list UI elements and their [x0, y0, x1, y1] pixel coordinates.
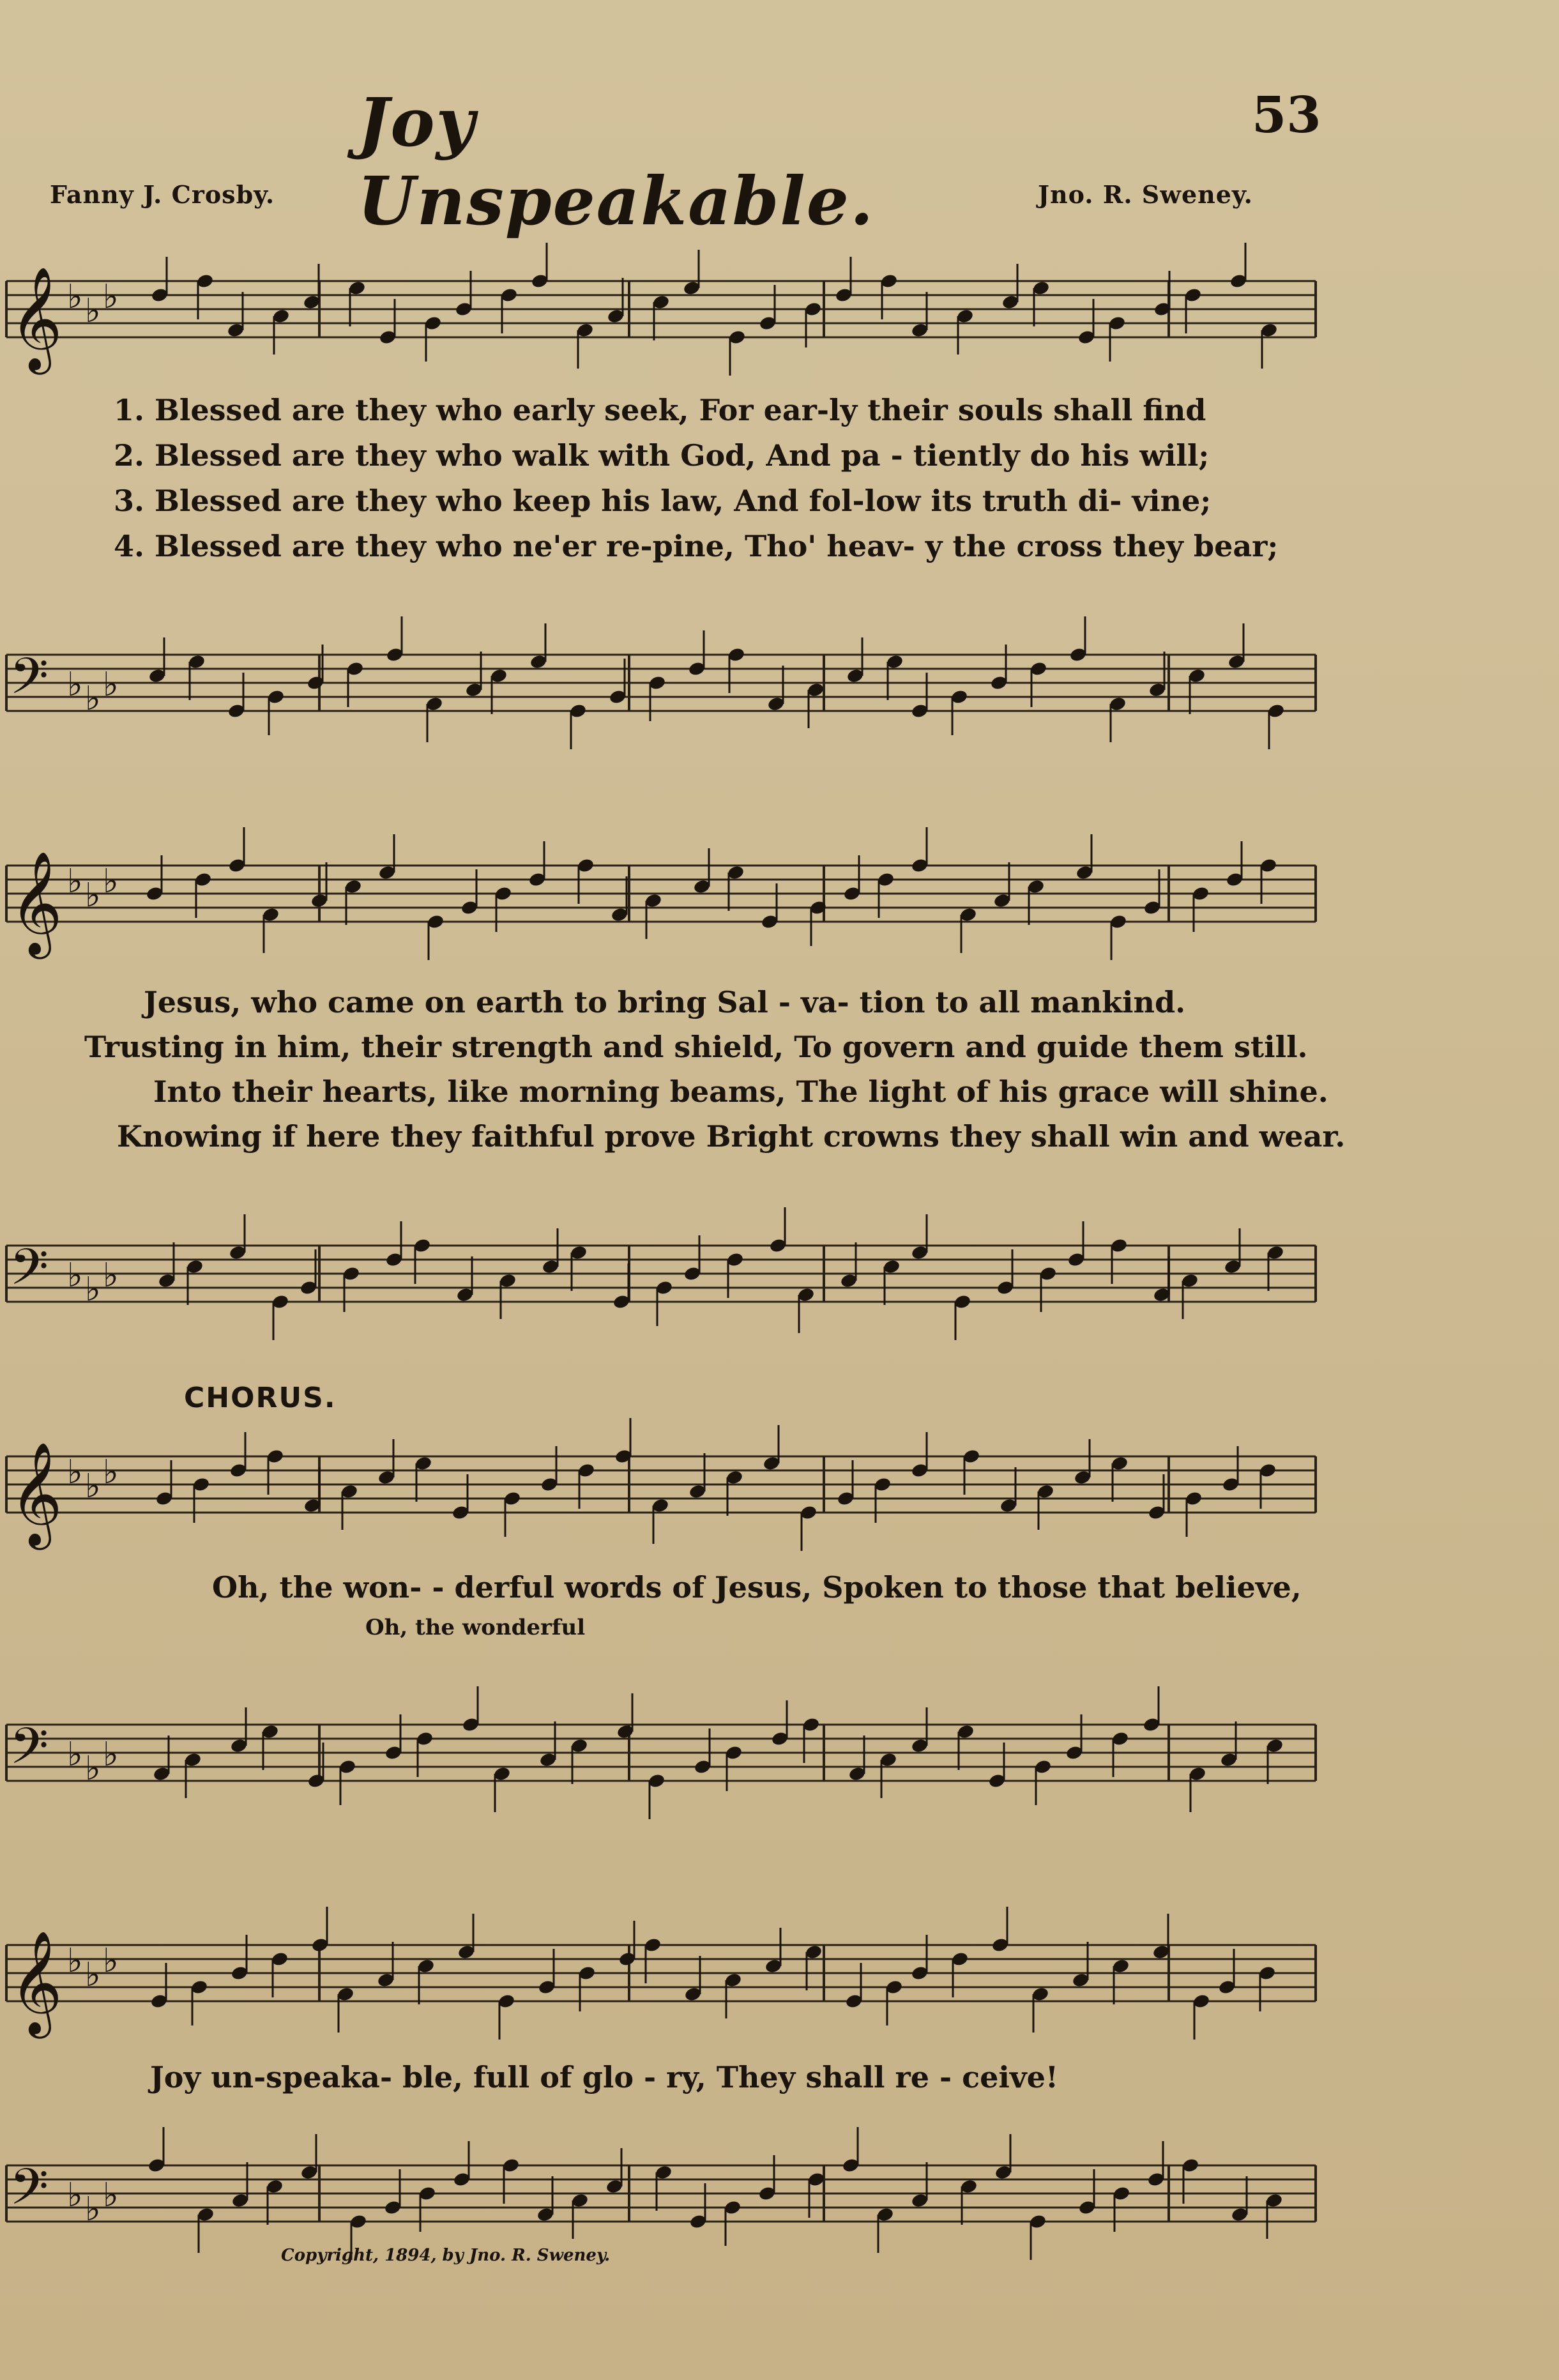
chorus-label: CHORUS.: [184, 1382, 337, 1414]
copyright-notice: Copyright, 1894, by Jno. R. Sweney.: [281, 2246, 611, 2265]
verse2-line2: Trusting in him, their strength and shield, To govern and guide them still.: [84, 1030, 1308, 1064]
svg-text:♭: ♭: [103, 1942, 119, 1980]
staff-chorus1-treble: [0, 1431, 1328, 1546]
svg-text:𝄞: 𝄞: [10, 266, 63, 370]
svg-text:♭: ♭: [67, 278, 83, 316]
svg-text:♭: ♭: [103, 1453, 119, 1491]
staff-system2-treble: [0, 840, 1328, 955]
verse4-line1: 4. Blessed are they who ne'er re-pine, Tho' heav- y the cross they bear;: [114, 529, 1279, 563]
svg-text:♭: ♭: [67, 862, 83, 901]
svg-text:♭: ♭: [103, 666, 119, 704]
svg-text:♭: ♭: [103, 278, 119, 316]
svg-text:♭: ♭: [67, 2176, 83, 2215]
verse1-line1: 1. Blessed are they who early seek, For ear-ly their souls shall find: [114, 393, 1206, 427]
svg-text:♭: ♭: [85, 1750, 101, 1788]
staff-system1-bass: [0, 629, 1328, 744]
page-number: 53: [1252, 86, 1321, 144]
verse3-line1: 3. Blessed are they who keep his law, And fol-low its truth di- vine;: [114, 484, 1212, 518]
svg-text:𝄞: 𝄞: [10, 1442, 63, 1546]
svg-text:♭: ♭: [103, 1256, 119, 1295]
svg-text:𝄢: 𝄢: [10, 1239, 49, 1309]
chorus-echo-text: Oh, the wonderful: [365, 1615, 586, 1640]
svg-text:♭: ♭: [103, 862, 119, 901]
svg-text:♭: ♭: [67, 1453, 83, 1491]
chorus-line2: Joy un-speaka- ble, full of glo - ry, They shall re - ceive!: [150, 2060, 1059, 2094]
svg-text:𝄢: 𝄢: [10, 648, 49, 718]
staff-chorus2-bass: [0, 2140, 1328, 2255]
verse4-line2: Knowing if here they faithful prove Bright crowns they shall win and wear.: [117, 1119, 1346, 1154]
svg-text:♭: ♭: [85, 292, 101, 330]
svg-text:𝄢: 𝄢: [10, 1718, 49, 1788]
svg-text:𝄞: 𝄞: [10, 851, 63, 955]
svg-text:♭: ♭: [85, 1956, 101, 1994]
svg-text:♭: ♭: [103, 2176, 119, 2215]
svg-text:𝄞: 𝄞: [10, 1930, 63, 2034]
svg-text:♭: ♭: [67, 1942, 83, 1980]
svg-text:♭: ♭: [85, 876, 101, 915]
svg-text:♭: ♭: [67, 666, 83, 704]
svg-text:♭: ♭: [85, 680, 101, 718]
staff-system2-bass: [0, 1220, 1328, 1335]
verse1-line2: Jesus, who came on earth to bring Sal - va- tion to all mankind.: [144, 985, 1186, 1019]
hymn-title: Joy Unspeakable.: [358, 83, 875, 240]
svg-text:𝄢: 𝄢: [10, 2158, 49, 2229]
svg-text:♭: ♭: [85, 1270, 101, 1309]
verse2-line1: 2. Blessed are they who walk with God, And pa - tiently do his will;: [114, 438, 1210, 473]
svg-text:♭: ♭: [85, 2190, 101, 2229]
svg-text:♭: ♭: [103, 1735, 119, 1774]
chorus-line1: Oh, the won- - derful words of Jesus, Spoken to those that believe,: [212, 1570, 1302, 1605]
staff-system1-treble: [0, 256, 1328, 370]
staff-chorus2-treble: [0, 1919, 1328, 2034]
lyricist-credit: Fanny J. Crosby.: [50, 180, 275, 209]
verse3-line2: Into their hearts, like morning beams, The light of his grace will shine.: [153, 1074, 1328, 1109]
composer-credit: Jno. R. Sweney.: [1038, 180, 1253, 209]
svg-text:♭: ♭: [67, 1735, 83, 1774]
staff-chorus1-bass: [0, 1699, 1328, 1814]
svg-text:♭: ♭: [67, 1256, 83, 1295]
svg-text:♭: ♭: [85, 1467, 101, 1506]
